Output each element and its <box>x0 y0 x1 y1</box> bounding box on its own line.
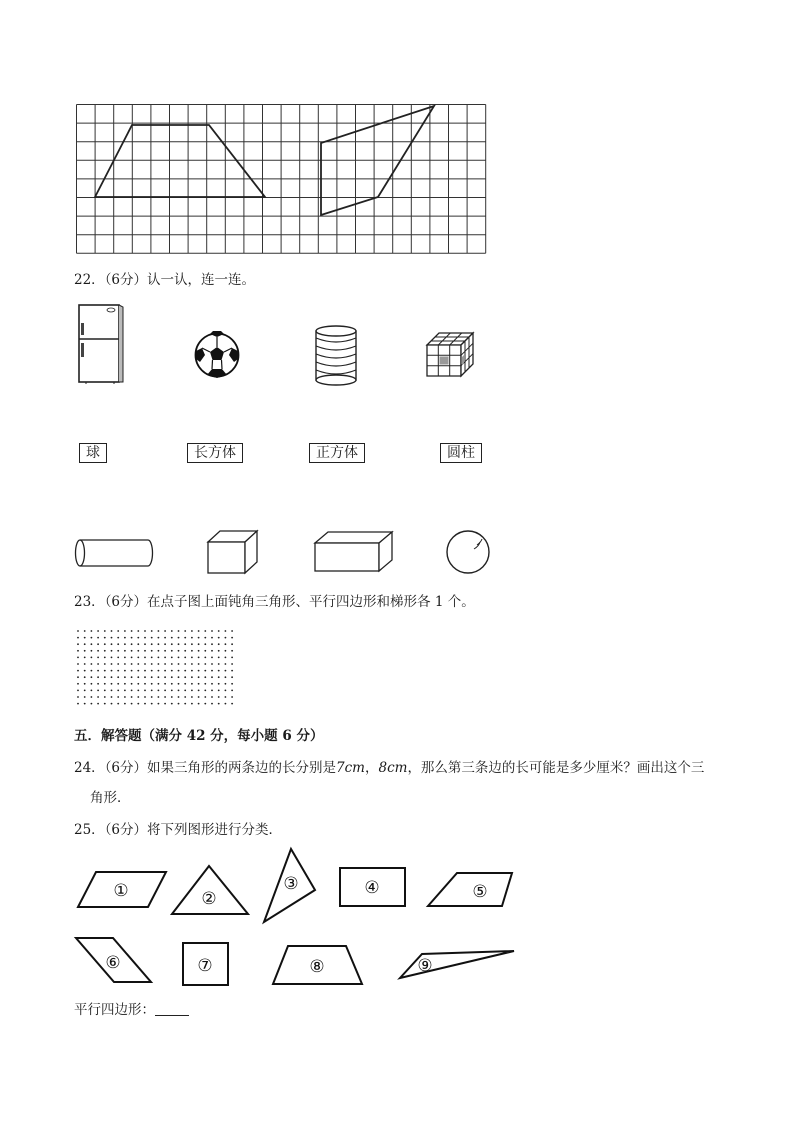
q25-text: 将下列图形进行分类． <box>147 822 283 838</box>
shape-label-4: ④ <box>364 878 380 898</box>
q22-line <box>74 270 255 290</box>
shape-5-parallelogram <box>428 873 512 906</box>
q23-text: 在点子图上面钝角三角形、平行四边形和梯形各 1 个。 <box>147 594 475 610</box>
q24-len1: 7cm <box>336 760 365 776</box>
cylinder-shape <box>74 537 156 569</box>
shape-label-5: ⑤ <box>472 882 488 902</box>
parallelogram-answer-label: 平行四边形： <box>74 1002 155 1018</box>
q24-score: （6分） <box>104 760 148 776</box>
label-cuboid: 长方体 <box>187 443 243 463</box>
sphere-shape <box>444 528 492 576</box>
answer-blank[interactable] <box>155 1001 189 1016</box>
classification-shapes <box>70 845 520 990</box>
q24-text-a: 如果三角形的两条边的长分别是 <box>147 760 337 776</box>
q25-line <box>74 820 282 840</box>
shape-label-3: ③ <box>283 874 299 894</box>
q24-len2: 8cm <box>378 760 408 776</box>
q23-score: （6分） <box>104 594 148 610</box>
q24-line2: 角形． <box>90 790 131 806</box>
cuboid-shape <box>312 530 396 574</box>
q23-number: 23． <box>74 594 105 610</box>
q23-line <box>74 592 475 612</box>
q22-score: （6分） <box>104 272 148 288</box>
refrigerator-icon <box>76 303 126 385</box>
shape-label-9: ⑨ <box>417 956 433 976</box>
q24-sep: ， <box>364 760 379 776</box>
grid-figure <box>76 104 492 254</box>
shape-label-2: ② <box>201 889 217 909</box>
label-cylinder: 圆柱 <box>440 443 482 463</box>
q22-number: 22． <box>74 272 105 288</box>
soccer-ball-icon <box>193 331 241 379</box>
coin-stack-icon <box>313 324 359 386</box>
shape-label-7: ⑦ <box>197 956 213 976</box>
q25-number: 25． <box>74 822 105 838</box>
rubiks-cube-icon <box>424 330 476 378</box>
label-cube: 正方体 <box>309 443 365 463</box>
label-ball: 球 <box>79 443 107 463</box>
q25-score: （6分） <box>104 822 148 838</box>
q24-text-b: ，那么第三条边的长可能是多少厘米？画出这个三 <box>407 760 705 776</box>
trapezoid-shape <box>95 125 265 197</box>
q25-answer-line <box>74 1000 189 1020</box>
section5-title: 五．解答题（满分 42 分，每小题 6 分） <box>74 728 324 744</box>
shape-label-6: ⑥ <box>105 953 121 973</box>
cube-shape <box>205 528 263 576</box>
q24-number: 24． <box>74 760 105 776</box>
dot-grid <box>76 628 238 708</box>
q24-line1 <box>74 758 704 778</box>
shape-label-8: ⑧ <box>309 957 325 977</box>
shape-label-1: ① <box>113 881 129 901</box>
q22-text: 认一认，连一连。 <box>147 272 256 288</box>
